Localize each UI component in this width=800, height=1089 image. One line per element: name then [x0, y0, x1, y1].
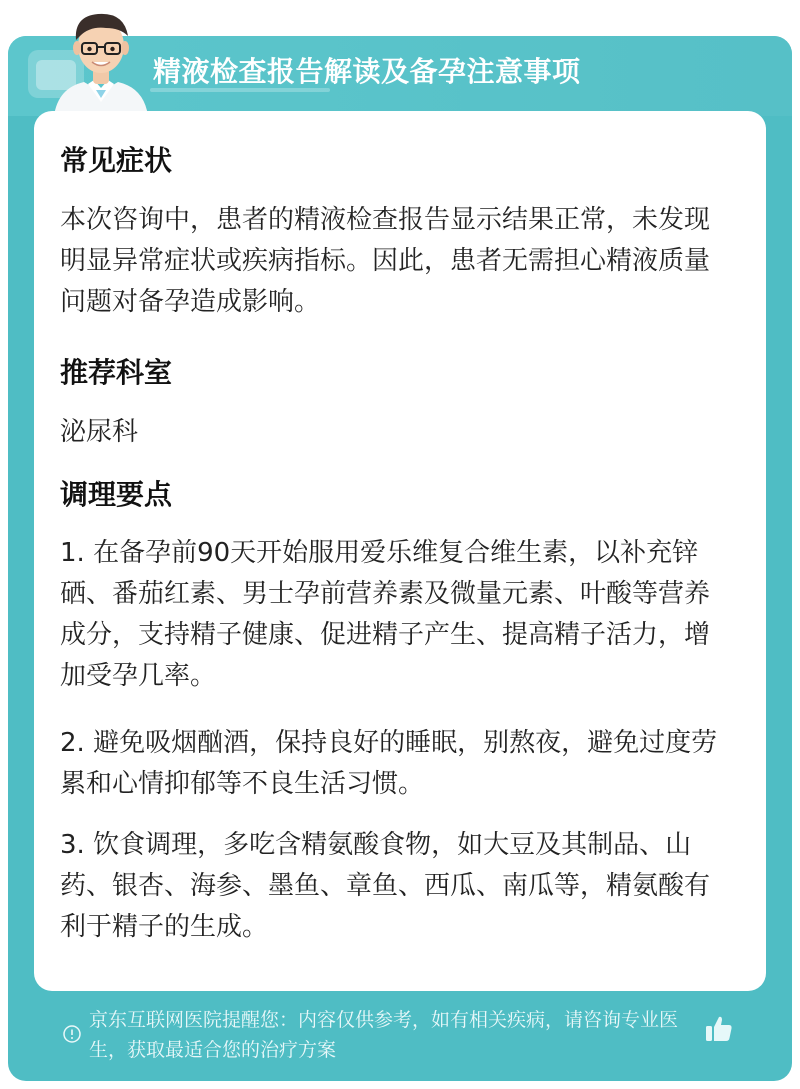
care-point-item: 2. 避免吸烟酗酒，保持良好的睡眠，别熬夜，避免过度劳累和心情抑郁等不良生活习惯。 — [60, 728, 718, 799]
section-heading-care-points: 调理要点 — [60, 478, 173, 511]
footer-disclaimer: 京东互联网医院提醒您：内容仅供参考，如有相关疾病，请咨询专业医生，获取最适合您的治疗方案 — [89, 1009, 679, 1061]
care-point-item: 1. 在备孕前90天开始服用爱乐维复合维生素，以补充锌硒、番茄红素、男士孕前营养素及微量元素、叶酸等营养成分，支持精子健康、促进精子产生、提高精子活力，增加受孕几率。 — [60, 538, 711, 691]
section-heading-department: 推荐科室 — [60, 356, 173, 389]
doctor-avatar-icon — [46, 6, 156, 116]
section-heading-symptoms: 常见症状 — [60, 144, 173, 177]
info-circle-icon — [62, 1024, 82, 1044]
care-point-item: 3. 饮食调理，多吃含精氨酸食物，如大豆及其制品、山药、银杏、海参、墨鱼、章鱼、西瓜、南瓜等，精氨酸有利于精子的生成。 — [60, 830, 711, 942]
section-paragraph-department: 泌尿科 — [60, 417, 139, 447]
page-title: 精液检查报告解读及备孕注意事项 — [153, 55, 581, 88]
section-paragraph-symptoms: 本次咨询中，患者的精液检查报告显示结果正常，未发现明显异常症状或疾病指标。因此，患者无需担心精液质量问题对备孕造成影响。 — [60, 205, 711, 317]
thumbs-up-icon[interactable] — [703, 1013, 735, 1045]
